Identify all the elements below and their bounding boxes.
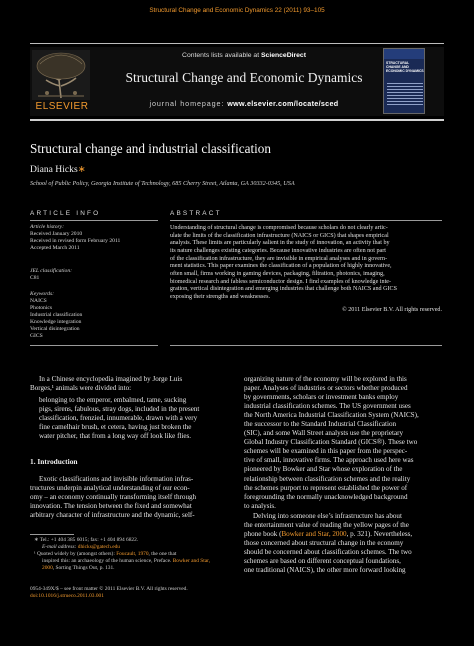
body-line-part: phone book ( (244, 530, 282, 539)
footnote-1-tail: , Sorting Things Out, p. 131. (52, 564, 115, 571)
abstract-line: often small, firms working in gaming devices, packaging, filtration, photonics, imaging, (170, 270, 385, 277)
epigraph-line: belonging to the emperor, embalmed, tame, sucking (39, 396, 187, 405)
cover-band (384, 49, 424, 59)
body-line: industrial classification schemes. The US government uses (244, 402, 411, 411)
publisher-logo-text: ELSEVIER (35, 101, 89, 112)
keyword: Vertical disintegration (30, 326, 80, 332)
right-column-para-1 (244, 375, 442, 511)
ref-bowker-star-2000-link[interactable]: Bowker and Star, 2000 (281, 530, 347, 539)
ref-bowker-star-year-link[interactable]: 2000 (42, 564, 53, 571)
intro-line: arbitrary character of infrastructure and the dynamic, self- (30, 511, 195, 520)
issn-line: 0954-349X/$ – see front matter © 2011 Elsevier B.V. All rights reserved. (30, 586, 188, 592)
body-line: those concerned about structural change in the economy (244, 539, 404, 548)
body-line: foregrounding the normally unacknowledged background (244, 492, 408, 501)
keyword: Photonics (30, 305, 53, 311)
abstract-line: ment statistics. This paper examines the classification of a population of highly innovative, (170, 263, 392, 270)
elsevier-tree-logo (32, 50, 90, 100)
epigraph-quote (30, 396, 233, 441)
contents-prefix: Contents lists available at (182, 52, 260, 59)
intro-line: tructures underpin analytical understanding of our econ- (30, 484, 190, 493)
body-line: the North America Industrial Classification System (NAICS), (244, 411, 419, 420)
abstract-line: biomedical research and fabless semiconductor design. I find examples of knowledge inte- (170, 278, 391, 285)
footnote-1-mid: , the one that (148, 550, 177, 557)
footnote-rule (30, 534, 74, 535)
author-name: Diana Hicks (30, 164, 78, 175)
sciencedirect-link[interactable]: ScienceDirect (261, 52, 306, 59)
history-revised: Received in revised form February 2011 (30, 238, 121, 244)
jel-label: JEL classification: (30, 268, 73, 274)
body-line: the successor to the Standard Industrial Classification (244, 420, 397, 429)
body-line: the entertainment value of reading the yellow pages of the (244, 521, 409, 530)
abstract-heading: ABSTRACT (170, 210, 222, 217)
jel-block (30, 268, 165, 282)
keyword: GICS (30, 333, 43, 339)
jel-code: C81 (30, 275, 40, 281)
body-line: the schemes purport to represent established the power of (244, 483, 408, 492)
body-line: by governments, scholars or investment banks employ (244, 393, 399, 402)
cover-lines (387, 83, 423, 107)
ref-bowker-star-link[interactable]: Bowker and Star, (172, 557, 211, 564)
intro-line: innovation. The tension between the fixed and somewhat (30, 502, 192, 511)
abstract-line: Understanding of structural change is compromised because scholars do not clearly artic- (170, 225, 388, 231)
journal-cover-thumbnail (383, 48, 425, 114)
abstract-body (170, 225, 442, 302)
footnotes (34, 537, 234, 572)
body-line: tive of small, innovative firms. The approach used here was (244, 456, 414, 465)
email-link[interactable]: dhicks@gatech.edu (77, 543, 120, 550)
epigraph-line: Borges,¹ animals were divided into: (30, 384, 132, 393)
doi-link[interactable]: doi:10.1016/j.strueco.2011.03.001 (30, 592, 104, 599)
article-info-rule (30, 220, 158, 221)
cover-title: STRUCTURAL CHANGE AND ECONOMIC DYNAMICS (386, 61, 424, 73)
body-line: pioneered by Bowker and Star whose exploration of the (244, 465, 403, 474)
body-line: Global Industry Classification Standard (GICS®). These two (244, 438, 418, 447)
body-line: should be concerned about classification schemes. The two (244, 548, 412, 557)
body-line: one traditional (NAICS), the other more forward looking (244, 566, 406, 575)
history-accepted: Accepted March 2011 (30, 245, 80, 251)
abstract-line: of the classification infrastructure, they are invisible in empirical analyses and in govern- (170, 255, 388, 262)
ref-foucault-link[interactable]: Foucault, 1970 (116, 550, 149, 557)
epigraph-line: classification, frenzied, innumerable, drawn with a very (39, 414, 198, 423)
footnote-1-prefix: ¹ Quoted widely by (amongst others): (34, 550, 115, 557)
section-heading-introduction: 1. Introduction (30, 457, 78, 466)
body-line: schemes are based on different conceptual foundations, (244, 557, 401, 566)
keywords-label: Keywords: (30, 291, 55, 297)
abstract-bottom-rule (170, 345, 442, 346)
homepage-prefix: journal homepage: (149, 99, 225, 108)
epigraph-line: In a Chinese encyclopedia imagined by Jorge Luis (39, 375, 183, 383)
intro-paragraph (30, 475, 233, 520)
abstract-copyright: © 2011 Elsevier B.V. All rights reserved. (342, 307, 442, 313)
history-received: Received January 2010 (30, 231, 83, 237)
abstract-line: ulate the limits of the classification infrastructure (NAICS or GICS) that shapes empirical (170, 232, 389, 239)
email-label: E-mail address: (42, 543, 77, 550)
footnote-1-end (34, 565, 234, 572)
footnote-1 (34, 551, 234, 558)
epigraph (30, 375, 233, 441)
body-line: (SIC), and some Wall Street analysts use the proprietary (244, 429, 404, 438)
running-head: Structural Change and Economic Dynamics 22 (2011) 93–105 (149, 7, 325, 14)
intro-line: omy – an economy continually transforming itself through (30, 493, 197, 502)
history-label: Article history: (30, 224, 65, 230)
abstract-rule (170, 220, 442, 221)
epigraph-line: fine camelhair brush, et cetera, having just broken the (39, 423, 192, 432)
author-footnote-mark[interactable]: ∗ (77, 164, 86, 175)
journal-title: Structural Change and Economic Dynamics (125, 70, 363, 85)
epigraph-line: water pitcher, that from a long way off look like flies. (39, 432, 192, 441)
body-line: paper. Analyses of industries or sectors whether produced (244, 384, 408, 393)
body-line: schemes will be examined in this paper from the perspec- (244, 447, 408, 456)
front-matter (30, 586, 240, 600)
body-line-part: , p. 321). Nevertheless, (346, 530, 413, 539)
keyword: NAICS (30, 298, 47, 304)
homepage-link[interactable]: www.elsevier.com/locate/sced (227, 99, 339, 108)
abstract-line: gration, vertical disintegration and emerging industries that challenge both NAICS and GICS (170, 286, 398, 293)
body-line: Delving into someone else’s infrastructure has about (253, 512, 402, 520)
keywords-block (30, 291, 165, 340)
article-history-block (30, 224, 165, 252)
footnote-1-line2: inspired this: an archaeology of the human science, Preface. (42, 557, 172, 564)
author-affiliation: School of Public Policy, Georgia Institute of Technology, 685 Cherry Street, Atlanta, GA 30332-0345, USA (30, 180, 295, 187)
keyword: Industrial classification (30, 312, 83, 318)
abstract-line: analysis. These limits are particularly salient in the study of innovation, an activity that by (170, 240, 390, 247)
footnote-1-cont (34, 558, 234, 565)
info-bottom-rule (30, 345, 158, 346)
body-line: to analysis. (244, 501, 276, 510)
abstract-line: exposing their strengths and weaknesses. (170, 293, 271, 300)
right-column-para-2 (244, 512, 442, 575)
body-line (244, 530, 442, 539)
intro-line: Exotic classifications and invisible information infras- (39, 475, 194, 483)
author-line (30, 164, 86, 175)
article-info-heading: ARTICLE INFO (30, 210, 101, 217)
abstract-line: its nature challenges existing categories. Because innovative industries are often not part (170, 247, 386, 254)
body-line: relationship between classification schemes and the reality (244, 474, 411, 483)
article-title: Structural change and industrial classification (30, 141, 271, 156)
footnote-tel: ∗ Tel.: +1 404 385 6015; fax: +1 404 894 6822. (34, 537, 139, 543)
journal-homepage (110, 99, 378, 108)
keyword: Knowledge integration (30, 319, 82, 325)
header-top-rule (30, 43, 444, 44)
body-line: organizing nature of the economy will be explored in this (244, 375, 407, 383)
footnote-email (34, 544, 234, 551)
epigraph-line: pigs, sirens, fabulous, stray dogs, included in the present (39, 405, 200, 414)
contents-line (110, 52, 378, 59)
header-bottom-rule (30, 119, 444, 121)
